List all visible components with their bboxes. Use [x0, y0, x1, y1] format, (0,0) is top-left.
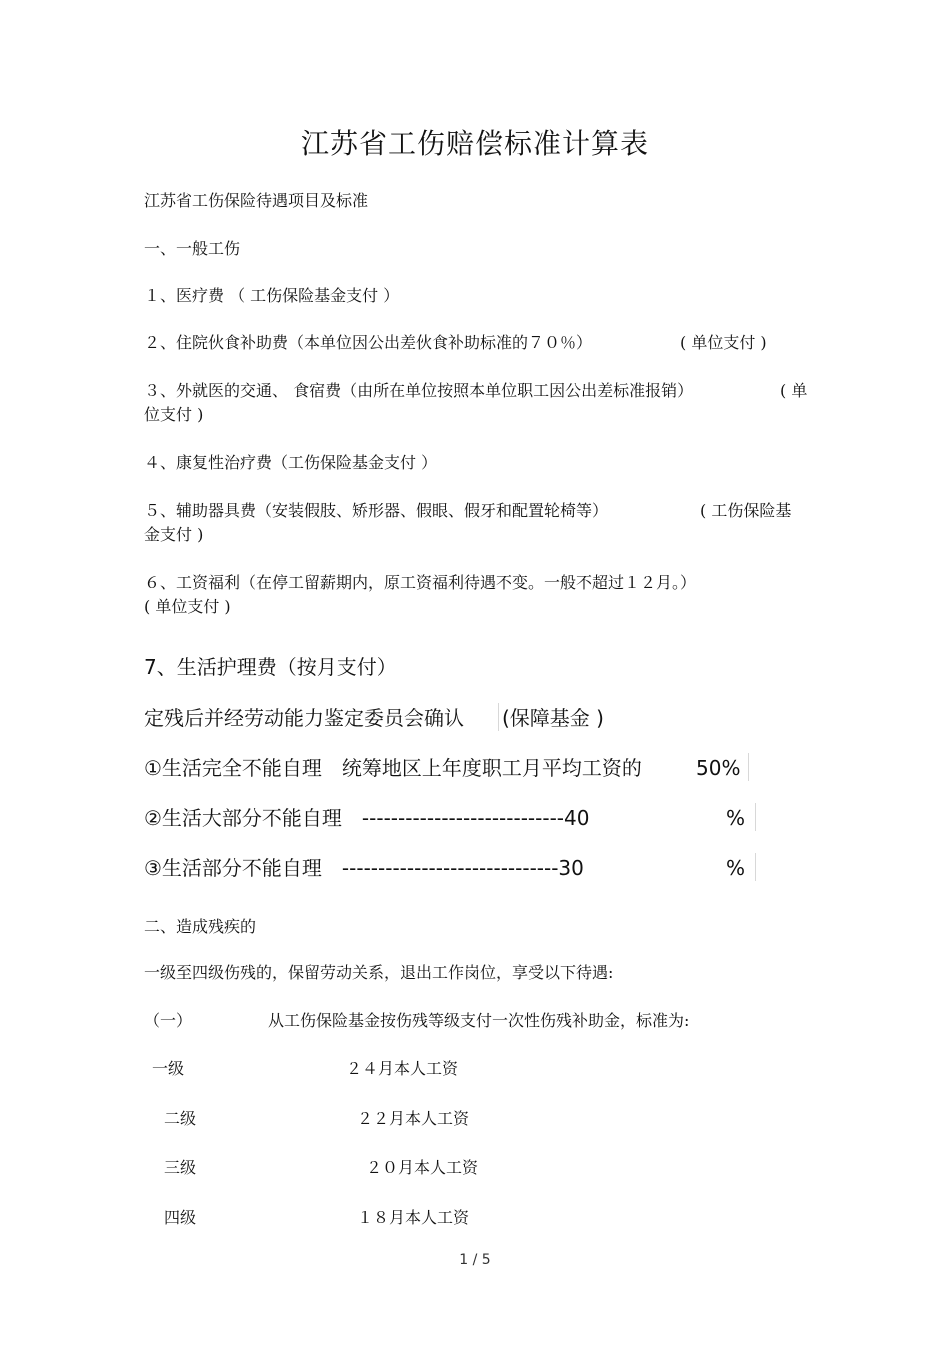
level-label: ①生活完全不能自理 统筹地区上年度职工月平均工资的 [144, 756, 642, 780]
grade-amount: ２４月本人工资 [346, 1059, 459, 1078]
item-meal-allowance [144, 332, 814, 354]
nursing-level-2 [144, 805, 589, 831]
item-rehab [144, 452, 814, 474]
level-1-value [696, 755, 740, 781]
subsection-text: 从工伤保险基金按伤残等级支付一次性伤残补助金，标准为: [268, 1011, 690, 1030]
item-medical [144, 285, 814, 307]
cell-divider [498, 703, 499, 731]
subtitle: 江苏省工伤保险待遇项目及标准 [144, 191, 369, 210]
item-text: ３、外就医的交通、 食宿费（由所在单位按照本单位职工因公出差标准报销） [144, 381, 694, 400]
item-wages [144, 572, 814, 594]
item-wages-cont: ( 单位支付 ) [144, 597, 231, 616]
nursing-condition [144, 705, 604, 731]
item-transport-cont: 位支付 ) [144, 405, 204, 424]
item-text: ４、康复性治疗费（工伤保险基金支付 ） [144, 453, 438, 472]
section-heading-disability: 二、造成残疾的 [144, 917, 257, 936]
level-3-unit: % [726, 856, 746, 880]
nursing-level-3 [144, 855, 584, 881]
cell-divider [748, 753, 749, 781]
disability-intro: 一级至四级伤残的，保留劳动关系，退出工作岗位，享受以下待遇: [144, 963, 614, 982]
grade-label: 二级 [164, 1109, 197, 1128]
item-text: ５、辅助器具费（安装假肢、矫形器、假眼、假牙和配置轮椅等） [144, 501, 609, 520]
level-2-unit: % [726, 806, 746, 830]
cell-divider [755, 803, 756, 831]
nursing-level-1 [144, 755, 642, 781]
grade-label: 一级 [152, 1059, 185, 1078]
payer-label: ( 单 [780, 381, 808, 400]
item-aids-cont: 金支付 ) [144, 525, 204, 544]
payer-label: ( 工伤保险基 [700, 501, 792, 520]
grade-amount: ２０月本人工资 [366, 1158, 479, 1177]
section-heading-general: 一、一般工伤 [144, 239, 241, 258]
grade-amount: １８月本人工资 [357, 1208, 470, 1227]
item-text: １、医疗费 （ 工伤保险基金支付 ） [144, 286, 400, 305]
page-title: 江苏省工伤赔偿标准计算表 [300, 127, 649, 160]
item-aids [144, 500, 814, 522]
grade-label: 三级 [164, 1158, 197, 1177]
cell-divider [755, 853, 756, 881]
page-number: 1 / 5 [459, 1252, 491, 1268]
level-label: ③生活部分不能自理 ------------------------------30 [144, 856, 584, 880]
subsection-one [144, 1010, 814, 1032]
grade-label: 四级 [164, 1208, 197, 1227]
nursing-heading: 7、生活护理费（按月支付） [144, 655, 397, 679]
item-text: ６、工资福利（在停工留薪期内，原工资福利待遇不变。一般不超过１２月。） [144, 573, 697, 592]
subsection-number: （一） [144, 1011, 193, 1030]
payer-label: ( 单位支付 ) [680, 333, 767, 352]
percent-unit: % [721, 756, 741, 780]
level-label: ②生活大部分不能自理 ----------------------------40 [144, 806, 590, 830]
grade-amount: ２２月本人工资 [357, 1109, 470, 1128]
condition-text: 定残后并经劳动能力鉴定委员会确认 [144, 706, 464, 730]
item-text: ２、住院伙食补助费（本单位因公出差伙食补助标准的７０％） [144, 333, 593, 352]
percent-value: 50 [696, 756, 722, 780]
fund-label: (保障基金 ) [502, 706, 604, 730]
item-transport [144, 380, 814, 402]
